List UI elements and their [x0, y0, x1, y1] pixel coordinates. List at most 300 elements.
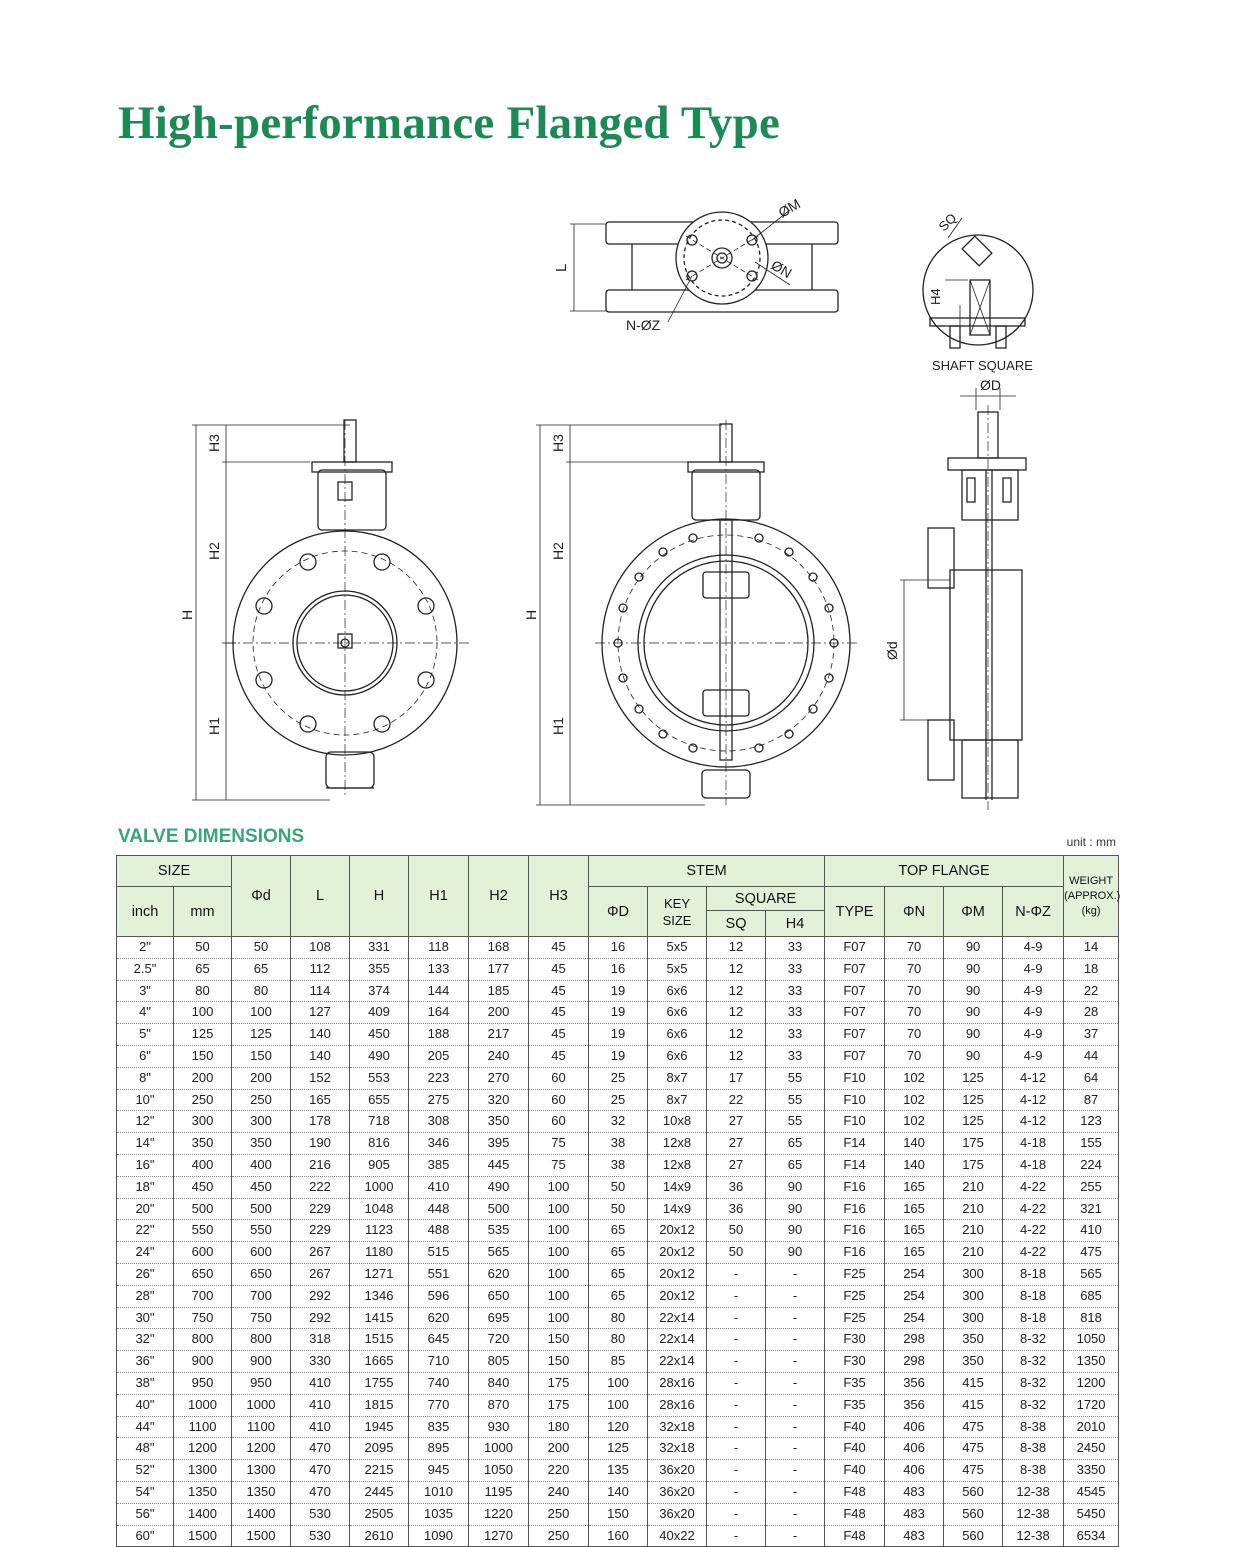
table-cell: 65: [174, 958, 232, 980]
table-cell: 20x12: [648, 1263, 707, 1285]
header-square: SQUARE: [707, 887, 825, 911]
table-cell: 120: [589, 1416, 648, 1438]
table-cell: 4-9: [1003, 1002, 1064, 1024]
table-cell: 1350: [1064, 1351, 1119, 1373]
table-cell: 410: [1064, 1220, 1119, 1242]
table-cell: 448: [409, 1198, 469, 1220]
table-cell: 50: [174, 937, 232, 959]
table-cell: 900: [232, 1351, 291, 1373]
table-cell: 33: [766, 1024, 825, 1046]
table-cell: 10x8: [648, 1111, 707, 1133]
table-cell: 4-9: [1003, 1045, 1064, 1067]
table-cell: 150: [589, 1503, 648, 1525]
table-cell: 655: [350, 1089, 409, 1111]
header-d: Φd: [232, 856, 291, 937]
table-cell: 1048: [350, 1198, 409, 1220]
table-cell: 1400: [232, 1503, 291, 1525]
table-cell: F14: [825, 1154, 885, 1176]
table-cell: 60: [529, 1089, 589, 1111]
table-cell: 410: [291, 1394, 350, 1416]
table-cell: 4545: [1064, 1481, 1119, 1503]
table-cell: 70: [885, 937, 944, 959]
table-row: [117, 1067, 1119, 1089]
table-cell: 550: [174, 1220, 232, 1242]
table-cell: 100: [529, 1263, 589, 1285]
table-row: [117, 1154, 1119, 1176]
table-cell: 530: [291, 1525, 350, 1547]
table-row: [117, 1460, 1119, 1482]
table-cell: 356: [885, 1394, 944, 1416]
table-cell: 65: [232, 958, 291, 980]
table-cell: 490: [350, 1045, 409, 1067]
table-cell: 33: [766, 1045, 825, 1067]
table-cell: 406: [885, 1460, 944, 1482]
table-cell: 835: [409, 1416, 469, 1438]
table-cell: 308: [409, 1111, 469, 1133]
header-weight: WEIGHT (APPROX.) (kg): [1064, 856, 1119, 937]
table-cell: 300: [232, 1111, 291, 1133]
table-cell: 470: [291, 1460, 350, 1482]
table-cell: 224: [1064, 1154, 1119, 1176]
table-cell: 223: [409, 1067, 469, 1089]
header-sq: SQ: [707, 911, 766, 937]
table-cell: 8": [117, 1067, 174, 1089]
table-cell: 350: [174, 1133, 232, 1155]
table-cell: 720: [469, 1329, 529, 1351]
label-h1-small: H1: [206, 717, 222, 735]
table-cell: 1010: [409, 1481, 469, 1503]
table-cell: 1270: [469, 1525, 529, 1547]
table-cell: 406: [885, 1438, 944, 1460]
table-cell: 8-18: [1003, 1307, 1064, 1329]
table-cell: 17: [707, 1067, 766, 1089]
table-cell: F30: [825, 1351, 885, 1373]
table-cell: 102: [885, 1111, 944, 1133]
table-cell: 4-18: [1003, 1154, 1064, 1176]
table-cell: 90: [766, 1220, 825, 1242]
table-cell: 40": [117, 1394, 174, 1416]
table-cell: 20x12: [648, 1285, 707, 1307]
table-cell: 1035: [409, 1503, 469, 1525]
page-title: High-performance Flanged Type: [118, 97, 781, 149]
table-cell: 1400: [174, 1503, 232, 1525]
table-cell: 188: [409, 1024, 469, 1046]
header-top-flange: TOP FLANGE: [825, 856, 1064, 887]
table-cell: 140: [589, 1481, 648, 1503]
table-cell: 900: [174, 1351, 232, 1373]
table-cell: 450: [232, 1176, 291, 1198]
label-h-large: H: [523, 609, 539, 620]
table-cell: 475: [944, 1460, 1003, 1482]
table-cell: 190: [291, 1133, 350, 1155]
table-cell: 410: [291, 1372, 350, 1394]
table-cell: -: [707, 1503, 766, 1525]
table-cell: F25: [825, 1285, 885, 1307]
table-cell: -: [707, 1285, 766, 1307]
table-cell: 950: [174, 1372, 232, 1394]
table-cell: 75: [529, 1133, 589, 1155]
table-cell: -: [766, 1416, 825, 1438]
valve-technical-drawing: [0, 190, 1240, 830]
table-cell: 406: [885, 1416, 944, 1438]
table-cell: 12: [707, 1024, 766, 1046]
table-cell: 36: [707, 1198, 766, 1220]
table-cell: 165: [885, 1220, 944, 1242]
table-cell: 483: [885, 1481, 944, 1503]
table-cell: 65: [589, 1220, 648, 1242]
table-row: [117, 1329, 1119, 1351]
table-cell: 650: [232, 1263, 291, 1285]
table-cell: 14x9: [648, 1198, 707, 1220]
table-cell: 100: [529, 1285, 589, 1307]
table-cell: 5x5: [648, 937, 707, 959]
table-cell: 90: [766, 1198, 825, 1220]
table-cell: F07: [825, 980, 885, 1002]
table-cell: 330: [291, 1351, 350, 1373]
table-cell: 1220: [469, 1503, 529, 1525]
table-cell: 645: [409, 1329, 469, 1351]
table-cell: 44: [1064, 1045, 1119, 1067]
table-cell: 298: [885, 1351, 944, 1373]
table-cell: 144: [409, 980, 469, 1002]
table-cell: F16: [825, 1242, 885, 1264]
table-cell: 50: [589, 1198, 648, 1220]
table-cell: 19: [589, 1024, 648, 1046]
table-cell: 12: [707, 937, 766, 959]
table-cell: 346: [409, 1133, 469, 1155]
table-cell: F40: [825, 1416, 885, 1438]
table-cell: 33: [766, 980, 825, 1002]
table-cell: 553: [350, 1067, 409, 1089]
table-cell: F25: [825, 1307, 885, 1329]
table-cell: 100: [529, 1198, 589, 1220]
header-h2: H2: [469, 856, 529, 937]
table-cell: 32": [117, 1329, 174, 1351]
table-cell: 36": [117, 1351, 174, 1373]
table-cell: 64: [1064, 1067, 1119, 1089]
table-cell: 32x18: [648, 1416, 707, 1438]
table-cell: 1000: [469, 1438, 529, 1460]
table-cell: 48": [117, 1438, 174, 1460]
table-cell: 52": [117, 1460, 174, 1482]
table-row: [117, 958, 1119, 980]
table-cell: 650: [174, 1263, 232, 1285]
section-title: VALVE DIMENSIONS: [118, 826, 305, 847]
table-cell: 650: [469, 1285, 529, 1307]
table-cell: 950: [232, 1372, 291, 1394]
table-cell: 25: [589, 1067, 648, 1089]
table-cell: 185: [469, 980, 529, 1002]
table-cell: 55: [766, 1111, 825, 1133]
table-cell: 100: [529, 1220, 589, 1242]
table-cell: 54": [117, 1481, 174, 1503]
table-row: [117, 937, 1119, 959]
table-row: [117, 1133, 1119, 1155]
table-row: [117, 1307, 1119, 1329]
label-n-phi-z: N-ØZ: [626, 317, 661, 333]
table-cell: 150: [174, 1045, 232, 1067]
table-cell: 65: [766, 1154, 825, 1176]
table-cell: 8-38: [1003, 1460, 1064, 1482]
table-cell: 8-18: [1003, 1285, 1064, 1307]
header-l: L: [291, 856, 350, 937]
table-row: [117, 1263, 1119, 1285]
table-row: [117, 1111, 1119, 1133]
table-cell: 565: [1064, 1263, 1119, 1285]
label-phi-n: ØN: [768, 256, 795, 282]
table-cell: 33: [766, 958, 825, 980]
table-cell: 600: [232, 1242, 291, 1264]
table-cell: 5": [117, 1024, 174, 1046]
table-cell: 620: [409, 1307, 469, 1329]
table-cell: 210: [944, 1176, 1003, 1198]
table-cell: 8-18: [1003, 1263, 1064, 1285]
table-cell: 26": [117, 1263, 174, 1285]
table-cell: 350: [469, 1111, 529, 1133]
table-cell: 8-38: [1003, 1416, 1064, 1438]
table-cell: 217: [469, 1024, 529, 1046]
table-cell: 50: [707, 1242, 766, 1264]
table-cell: 125: [589, 1438, 648, 1460]
table-cell: F10: [825, 1111, 885, 1133]
header-m: ΦM: [944, 887, 1003, 937]
table-cell: 254: [885, 1263, 944, 1285]
table-cell: 267: [291, 1242, 350, 1264]
table-cell: 409: [350, 1002, 409, 1024]
table-cell: 483: [885, 1525, 944, 1547]
table-cell: 710: [409, 1351, 469, 1373]
table-cell: F48: [825, 1503, 885, 1525]
table-cell: 12: [707, 1002, 766, 1024]
table-cell: 551: [409, 1263, 469, 1285]
table-cell: 600: [174, 1242, 232, 1264]
table-cell: 2610: [350, 1525, 409, 1547]
table-cell: 298: [885, 1329, 944, 1351]
table-cell: 695: [469, 1307, 529, 1329]
table-cell: 395: [469, 1133, 529, 1155]
table-cell: 118: [409, 937, 469, 959]
table-cell: 840: [469, 1372, 529, 1394]
table-cell: 685: [1064, 1285, 1119, 1307]
table-cell: 19: [589, 1002, 648, 1024]
table-cell: 1195: [469, 1481, 529, 1503]
table-cell: 27: [707, 1154, 766, 1176]
header-type: TYPE: [825, 887, 885, 937]
table-cell: 700: [174, 1285, 232, 1307]
table-cell: 90: [944, 937, 1003, 959]
table-cell: 350: [232, 1133, 291, 1155]
table-cell: 415: [944, 1394, 1003, 1416]
table-cell: -: [766, 1503, 825, 1525]
table-cell: 80: [232, 980, 291, 1002]
table-cell: 275: [409, 1089, 469, 1111]
table-cell: 90: [944, 958, 1003, 980]
header-h4: H4: [766, 911, 825, 937]
table-cell: -: [766, 1394, 825, 1416]
table-cell: 300: [944, 1307, 1003, 1329]
table-cell: 178: [291, 1111, 350, 1133]
table-cell: 1500: [174, 1525, 232, 1547]
table-cell: 125: [944, 1111, 1003, 1133]
table-cell: 140: [291, 1045, 350, 1067]
table-cell: 12: [707, 1045, 766, 1067]
table-cell: 229: [291, 1220, 350, 1242]
table-cell: 70: [885, 1024, 944, 1046]
table-cell: 125: [232, 1024, 291, 1046]
table-cell: -: [707, 1525, 766, 1547]
label-h-small: H: [179, 609, 195, 620]
table-cell: 1100: [174, 1416, 232, 1438]
header-mm: mm: [174, 887, 232, 937]
table-cell: 1346: [350, 1285, 409, 1307]
table-cell: 133: [409, 958, 469, 980]
table-cell: 70: [885, 1045, 944, 1067]
table-row: [117, 1045, 1119, 1067]
table-cell: 8x7: [648, 1089, 707, 1111]
table-cell: 2215: [350, 1460, 409, 1482]
table-cell: -: [707, 1416, 766, 1438]
table-cell: -: [766, 1351, 825, 1373]
table-cell: 100: [232, 1002, 291, 1024]
table-cell: 36x20: [648, 1460, 707, 1482]
table-cell: 36x20: [648, 1481, 707, 1503]
table-cell: 36x20: [648, 1503, 707, 1525]
table-cell: 1000: [232, 1394, 291, 1416]
table-cell: 123: [1064, 1111, 1119, 1133]
table-cell: F40: [825, 1460, 885, 1482]
table-cell: 12x8: [648, 1133, 707, 1155]
table-cell: 168: [469, 937, 529, 959]
table-cell: 38: [589, 1133, 648, 1155]
label-h2-small: H2: [206, 542, 222, 560]
table-cell: 1945: [350, 1416, 409, 1438]
label-h3-small: H3: [206, 434, 222, 452]
table-cell: 818: [1064, 1307, 1119, 1329]
table-cell: 1350: [174, 1481, 232, 1503]
table-cell: 28": [117, 1285, 174, 1307]
table-cell: 165: [885, 1242, 944, 1264]
table-cell: -: [707, 1394, 766, 1416]
table-cell: F30: [825, 1329, 885, 1351]
table-cell: 1000: [174, 1394, 232, 1416]
table-cell: 19: [589, 980, 648, 1002]
table-cell: 55: [766, 1089, 825, 1111]
table-cell: 100: [589, 1394, 648, 1416]
table-cell: 60": [117, 1525, 174, 1547]
table-cell: 2445: [350, 1481, 409, 1503]
table-cell: 14: [1064, 937, 1119, 959]
table-cell: F35: [825, 1394, 885, 1416]
table-cell: 50: [589, 1176, 648, 1198]
table-cell: 331: [350, 937, 409, 959]
table-cell: 165: [291, 1089, 350, 1111]
table-cell: F10: [825, 1067, 885, 1089]
table-cell: -: [766, 1285, 825, 1307]
unit-label: unit : mm: [1066, 835, 1116, 849]
table-cell: 4-22: [1003, 1198, 1064, 1220]
table-cell: 535: [469, 1220, 529, 1242]
table-cell: 100: [529, 1242, 589, 1264]
table-cell: 1500: [232, 1525, 291, 1547]
table-cell: 1665: [350, 1351, 409, 1373]
table-cell: 718: [350, 1111, 409, 1133]
table-cell: 292: [291, 1307, 350, 1329]
table-cell: 220: [529, 1460, 589, 1482]
top-view-drawing: [570, 210, 838, 322]
table-cell: 250: [529, 1525, 589, 1547]
table-cell: 3350: [1064, 1460, 1119, 1482]
table-row: [117, 1198, 1119, 1220]
table-cell: 10": [117, 1089, 174, 1111]
table-cell: 45: [529, 958, 589, 980]
table-cell: 2010: [1064, 1416, 1119, 1438]
table-cell: 45: [529, 1045, 589, 1067]
table-cell: 475: [944, 1438, 1003, 1460]
table-cell: 12: [707, 958, 766, 980]
table-cell: 70: [885, 1002, 944, 1024]
table-cell: 3": [117, 980, 174, 1002]
table-row: [117, 1438, 1119, 1460]
table-cell: 33: [766, 1002, 825, 1024]
table-cell: 229: [291, 1198, 350, 1220]
table-cell: 32: [589, 1111, 648, 1133]
table-cell: 1200: [1064, 1372, 1119, 1394]
table-cell: 140: [885, 1154, 944, 1176]
table-cell: 4-18: [1003, 1133, 1064, 1155]
table-cell: -: [707, 1460, 766, 1482]
table-cell: 175: [944, 1154, 1003, 1176]
table-cell: 70: [885, 980, 944, 1002]
table-cell: 18: [1064, 958, 1119, 980]
table-cell: 108: [291, 937, 350, 959]
table-cell: 1200: [174, 1438, 232, 1460]
table-cell: 44": [117, 1416, 174, 1438]
table-cell: 1300: [174, 1460, 232, 1482]
table-cell: 177: [469, 958, 529, 980]
table-cell: 700: [232, 1285, 291, 1307]
table-cell: 152: [291, 1067, 350, 1089]
table-cell: 470: [291, 1481, 350, 1503]
table-cell: 2": [117, 937, 174, 959]
table-cell: 150: [529, 1329, 589, 1351]
table-cell: 292: [291, 1285, 350, 1307]
table-cell: 1180: [350, 1242, 409, 1264]
table-cell: 1200: [232, 1438, 291, 1460]
table-cell: 27: [707, 1111, 766, 1133]
table-cell: 114: [291, 980, 350, 1002]
table-cell: 30": [117, 1307, 174, 1329]
table-cell: 300: [944, 1285, 1003, 1307]
table-row: [117, 1351, 1119, 1373]
table-cell: 254: [885, 1285, 944, 1307]
table-cell: 28x16: [648, 1372, 707, 1394]
table-cell: 4-12: [1003, 1089, 1064, 1111]
table-cell: 770: [409, 1394, 469, 1416]
table-cell: F07: [825, 1024, 885, 1046]
table-row: [117, 1002, 1119, 1024]
table-cell: 4": [117, 1002, 174, 1024]
table-cell: 36: [707, 1176, 766, 1198]
table-cell: 500: [232, 1198, 291, 1220]
table-cell: F07: [825, 1045, 885, 1067]
side-view-drawing: [900, 388, 1026, 810]
table-cell: F07: [825, 1002, 885, 1024]
table-cell: 565: [469, 1242, 529, 1264]
header-inch: inch: [117, 887, 174, 937]
table-cell: 250: [529, 1503, 589, 1525]
table-cell: 45: [529, 937, 589, 959]
label-h1-large: H1: [550, 717, 566, 735]
